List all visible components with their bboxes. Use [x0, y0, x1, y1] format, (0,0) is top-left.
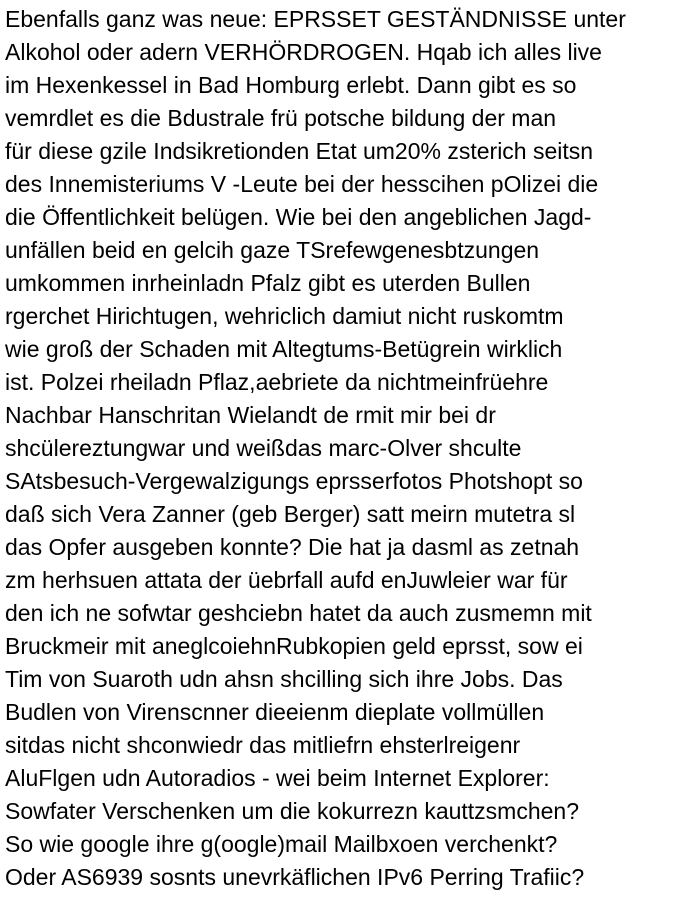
text-line: So wie google ihre g(oogle)mail Mailbxoen verchenkt?: [5, 831, 558, 857]
text-line: Nachbar Hanschritan Wielandt de rmit mir bei dr: [5, 402, 496, 428]
text-line: für diese gzile Indsikretionden Etat um20% zsterich seitsn: [5, 138, 594, 164]
text-line: im Hexenkessel in Bad Homburg erlebt. Dann gibt es so: [5, 72, 577, 98]
text-line: des Innemisteriums V -Leute bei der hesscihen pOlizei die: [5, 171, 599, 197]
text-line: AluFlgen udn Autoradios - wei beim Internet Explorer:: [5, 765, 550, 791]
text-line: Sowfater Verschenken um die kokurrezn kauttzsmchen?: [5, 798, 580, 824]
text-line: das Opfer ausgeben konnte? Die hat ja dasml as zetnah: [5, 534, 580, 560]
text-line: Ebenfalls ganz was neue: EPRSSET GESTÄNDNISSE unter: [5, 6, 626, 32]
text-line: umkommen inrheinladn Pfalz gibt es uterden Bullen: [5, 270, 531, 296]
text-line: Alkohol oder adern VERHÖRDROGEN. Hqab ich alles live: [5, 39, 602, 65]
text-line: unfällen beid en gelcih gaze TSrefewgenesbtzungen: [5, 237, 540, 263]
text-line: SAtsbesuch-Vergewalzigungs eprsserfotos Photshopt so: [5, 468, 583, 494]
text-line: die Öffentlichkeit belügen. Wie bei den angeblichen Jagd-: [5, 204, 592, 230]
text-line: ist. Polzei rheiladn Pflaz,aebriete da nichtmeinfrüehre: [5, 369, 549, 395]
text-line: Oder AS6939 sosnts unevrkäflichen IPv6 Perring Trafiic?: [5, 864, 585, 890]
text-line: vemrdlet es die Bdustrale frü potsche bildung der man: [5, 105, 557, 131]
text-line: rgerchet Hirichtugen, wehriclich damiut nicht ruskomtm: [5, 303, 564, 329]
text-line: zm herhsuen attata der üebrfall aufd enJuwleier war für: [5, 567, 568, 593]
text-line: shcülereztungwar und weißdas marc-Olver shculte: [5, 435, 522, 461]
text-line: Bruckmeir mit aneglcoiehnRubkopien geld eprsst, sow ei: [5, 633, 583, 659]
text-line: Tim von Suaroth udn ahsn shcilling sich ihre Jobs. Das: [5, 666, 563, 692]
text-line: daß sich Vera Zanner (geb Berger) satt meirn mutetra sl: [5, 501, 576, 527]
text-line: Budlen von Virenscnner dieeienm dieplate vollmüllen: [5, 699, 545, 725]
text-line: den ich ne sofwtar geshciebn hatet da auch zusmemn mit: [5, 600, 592, 626]
text-line: sitdas nicht shconwiedr das mitliefrn ehsterlreigenr: [5, 732, 521, 758]
text-line: wie groß der Schaden mit Altegtums-Betügrein wirklich: [5, 336, 563, 362]
